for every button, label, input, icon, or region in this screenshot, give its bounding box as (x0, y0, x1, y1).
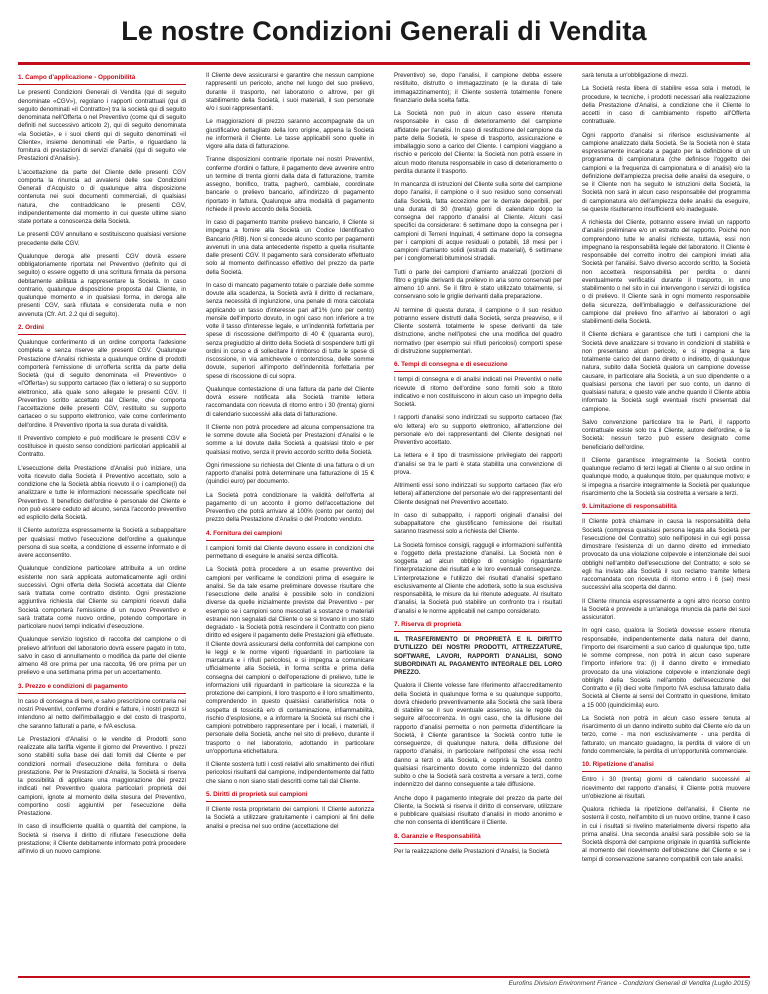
paragraph: In caso di subappalto, i rapporti originali d'analisi del subappaltatore che giustificano l'emissione dei risultati saranno trasmessi solo a richiesta del Cliente. (394, 511, 562, 536)
paragraph: Tutti o parte dei campioni d'amianto analizzati (porzioni di filtro e griglie derivanti da prelievo in aria sono conservati per almeno 10 anni. Se il filtro è stato utilizzato totalmente, si conservano solo le griglie derivanti dalla preparazione. (394, 268, 562, 301)
paragraph: Altrimenti essi sono indirizzati su supporto cartaceo (fax e/o lettera) all'attenzione del personale e/o dei rappresentanti del Cliente designati nel Preventivo accettato. (394, 482, 562, 506)
paragraph: Ogni rapporto d'analisi si riferisce esclusivamente al campione analizzato dalla Società. Se la Società non è stata espressamente incaricata a pagato per la definizione di un programma di campionatura (che definisce l'oggetto dei campioni e la frequenza di campionatura e di analisi) e/o la definizione dell'ampiezza precisa delle analisi da eseguire, o se il Cliente non ha seguito le istruzioni della Società, la Società non sarà in alcun caso responsabile del programma di campionatura e/o dell'ampiezza delle analisi da eseguire, se queste risulteranno insufficienti e/o inadeguate. (582, 131, 750, 213)
paragraph: Il Cliente sosterrà tutti i costi relativi allo smaltimento dei rifiuti pericolosi risultanti dal campione, indipendentemente dal fatto che siano o non siano stati descritti come tali dal Cliente. (206, 761, 374, 785)
paragraph: In caso di pagamento tramite prelievo bancario, il Cliente si impegna a fornire alla Società un Codice Identificativo Bancario (RIB). Non si concede alcuno sconto per pagamenti avvenuti in una data antecedente rispetto a quella risultante dalle presenti CGV. Il pagamento sarà considerato effettuato solo al momento dell'incasso effettivo del prezzo da parte della Società. (206, 219, 374, 276)
paragraph: Il Cliente non potrà procedere ad alcuna compensazione tra le somme dovute alla Società per Prestazioni d'Analisi e le somme a lui dovute dalla Società a qualsiasi titolo e per qualsiasi motivo, senza il previo accordo scritto della Società. (206, 423, 374, 456)
paragraph: Il Cliente garantisce integralmente la Società contro qualunque reclamo di terzi legati al Cliente o al suo ordine in qualunque modo, a qualunque titolo, per qualunque motivo; e si impegna a risarcire integralmente la Società per qualunque risarcimento che la Società sia costretta a versare a terzi. (582, 456, 750, 497)
column-1 (18, 72, 186, 972)
paragraph: Le presenti CGV annullano e sostituiscono qualsiasi versione precedente delle CGV. (18, 231, 186, 247)
paragraph: Il Cliente resta proprietario dei campioni. Il Cliente autorizza la Società a utilizzare gratuitamente i campioni ai fini delle analisi e precisa nel suo ordine (accettazione del (206, 806, 374, 830)
paragraph: IL TRASFERIMENTO DI PROPRIETÀ E IL DIRITTO D'UTILIZZO DEI NOSTRI PRODOTTI, ATTREZZATURE, SOFTWARE, LAVORI, RAPPORTI D'ANALISI, SONO SUBORDINATI AL PAGAMENTO INTEGRALE DEL LORO PREZZO. (394, 636, 562, 676)
paragraph: Il Cliente autorizza espressamente la Società a subappaltare per qualsiasi motivo l'esecuzione dell'ordine a qualunque persona di sua scelta, a condizione di esserne informato e di avere acconsentito. (18, 527, 186, 559)
paragraph: Per la realizzazione delle Prestazioni d'Analisi, la Società (394, 847, 550, 855)
section-heading: 7. Riserva di proprietà (394, 621, 562, 632)
section-heading: 9. Limitazione di responsabilità (582, 503, 750, 514)
paragraph: Salvo convenzione particolare tra le Parti, il rapporto contrattuale esiste solo tra il Cliente, autore dell'ordine, e la Società: nessun terzo può essere designato come beneficiario dell'ordine. (582, 418, 750, 451)
section-heading: 3. Prezzo e condizioni di pagamento (18, 683, 186, 694)
paragraph: La Società potrà condizionare la validità dell'offerta al pagamento di un acconto il giorno dell'accettazione del Preventivo che potrà arrivare al 100% (cento per cento) del prezzo della Prestazione d'Analisi o del Prodotto venduto. (206, 491, 374, 524)
paragraph: Qualunque condizione particolare attribuita a un ordine esistente non sarà applicata automaticamente agli ordini successivi. Ogni offerta della Società accettata dal Cliente sarà trattata come contratto distinto. Ogni prestazione aggiuntiva richiesta dal Cliente su campioni ricevuti dalla Società comporterà l'emissione di un nuovo Preventivo e sarà trattata come nuovo ordine, potendo comportare in particolare nuovi tempi indicativi d'esecuzione. (18, 565, 186, 630)
footer-text: Eurofins Division Environment France - Condizioni Generali di Vendita (Luglio 2015) (508, 980, 750, 987)
paragraph: In ogni caso, qualora la Società dovesse essere ritenuta responsabile, indipendentemente dalla natura del danno, l'importo dei risarcimenti a suo carico di qualunque tipo, tutte le somme comprese, non potrà in alcun caso superare l'importo inferiore tra: (i) il danno diretto e immediato provocato da una violazione colpevole e intenzionale degli obblighi della Società nell'ambito dell'esecuzione del Contratto e (ii) dieci volte l'importo IVA esclusa fatturato dalla Società al Cliente ai sensi del Contratto in questione, limitato a 15 000 (quindicimila) euro. (582, 627, 750, 709)
paragraph: In mancanza di istruzioni del Cliente sulla sorte del campione dopo l'analisi, il campione o il suo residuo sono conservati dalla Società, fatta eccezione per le derrate deperibili, per una durata di 30 (trenta) giorni di calendario dopo la consegna del rapporto d'analisi al Cliente. Alcuni casi specifici da considerare: 6 settimane dopo la consegna per i campioni di Terreni Inquinati, 4 settimane dopo la consegna per i campioni di acque residuali o potabili, 18 mesi per i campioni d'amianto solidi (estratti da materiali), 6 settimane per i conglomerati bituminosi stradali. (394, 181, 562, 263)
paragraph: Qualunque conferimento di un ordine comporta l'adesione completa e senza riserve alle presenti CGV. Qualunque Prestazione d'Analisi richiesta a qualunque ordine di prodotti comporterà l'emissione di un'offerta scritta da parte della Società (qui di seguito denominata «il Preventivo» o «l'Offerta») su supporto cartaceo (fax o lettera) o su supporto elettronico, alla quale sono allegate le presenti CGV. Il Preventivo scritto accettato dal Cliente, che comporta l'accettazione delle presenti CGV, restituito su supporto cartaceo o su supporto elettronico, vale come conferimento dell'ordine. Il Preventivo riporta la sua durata di validità. (18, 339, 186, 429)
footer-rule (18, 976, 750, 978)
paragraph: Il Cliente deve assicurarsi e garantire che nessun campione rappresenti un pericolo, anche nel luogo del suo prelievo, durante il trasporto, nel laboratorio o altrove, per gli stabilimento della Società, i suoi materiali, il suo personale e/o i suoi rappresentanti. (206, 72, 374, 112)
paragraph: Il Preventivo completo e può modificare le presenti CGV e costituisce in questo senso condizioni particolari applicabili al Contratto. (18, 434, 186, 459)
paragraph: Le Prestazioni d'Analisi o le vendite di Prodotti sono realizzate alla tariffa vigente il giorno del Preventivo. I prezzi sono stabiliti sulla base dei dati forniti dal Cliente e per condizioni normali d'esecuzione della fornitura o della prestazione. Per le Prestazioni d'Analisi, la Società si riserva la possibilità di applicare una maggiorazione dei prezzi indicati nel Preventivo qualora particolari proprietà dei campioni, ignote al momento della stesura del Preventivo, comportino costi aggiuntivi per l'esecuzione della Prestazione. (18, 735, 186, 817)
paragraph: Qualora richieda la ripetizione dell'analisi, il Cliente ne sosterrà il costo, nell'ambito di un nuovo ordine, tranne il caso in cui i risultati si rivelino materialmente diversi rispetto alla prima analisi. Una seconda analisi sarà possibile solo se la Società disporrà del campione originale in quantità sufficiente al momento del ricevimento dell'obiezione del Cliente e se i tempi di conservazione saranno compatibili con tale analisi. (582, 806, 750, 863)
paragraph: Ogni rimessione su richiesta del Cliente di una fattura o di un rapporto d'analisi potrà determinare una fatturazione di 15 € (quindici euro) per documento. (206, 461, 374, 486)
paragraph: La lettera e il tipo di trasmissione privilegiato dei rapporti d'analisi se tra le parti è stata stabilita una convenzione di prova. (394, 452, 562, 476)
paragraph: sarà tenuta a un'obbligazione di mezzi. (582, 72, 688, 79)
section-heading: 6. Tempi di consegna e di esecuzione (394, 361, 562, 372)
paragraph: Il Cliente potrà chiamare in causa la responsabilità della Società (compresa qualsiasi persona legata alla Società per l'esecuzione del Contratto) solo nell'ipotesi in cui egli possa dimostrare l'esistenza di un danno diretto ed immediato provocato da una violazione colpevole e intenzionale dei suoi obblighi nell'ambito dell'esecuzione del Contratto; e solo se egli ha inviato alla Società il suo reclamo tramite lettera raccomandata con ricevuta di ritorno entro i 6 (sei) mesi successivi alla scoperta del danno. (582, 518, 750, 592)
column-4 (582, 72, 750, 972)
column-3 (394, 72, 562, 972)
paragraph: La Società non può in alcun caso essere ritenuta responsabile in caso di deterioramento del campione affidatole per l'analisi. In caso di restituzione del campione da parte della Società, le spese di trasporto, assicurazione e imballaggio sono a carico del Cliente. I campioni viaggiano a rischio e pericolo del Cliente: la Società non potrà essere in alcun modo ritenuta responsabile in caso di deterioramento o perdita durante il trasporto. (394, 110, 562, 175)
paragraph: In caso di mancato pagamento totale o parziale delle somme dovute alla scadenza, la Società avrà il diritto di reclamare, senza necessità di ingiunzione, una penale di mora calcolata applicando un tasso d'interesse pari all'1% (uno per cento) mensile dell'importo dovuto, in ogni caso non inferiore a tre volte il tasso d'interesse legale, e un'indennità forfettaria per spese di riscossione dell'importo di 40 € (quaranta euro), senza pregiudizio al diritto della Società di sospendere tutti gli ordini in corso e di sollecitare il rimborso di tutte le spese di riscossione, in via amichevole o contenziosa, delle somme dovute, superiori all'importo dell'indennità forfettaria per spese di riscossione di cui sopra. (206, 281, 374, 380)
paragraph: A richiesta del Cliente, potranno essere inviati un rapporto d'analisi preliminare e/o un estratto del rapporto. Poiché non comprendono tutte le analisi richieste, tuttavia, essi non impegnano la responsabilità legale del laboratorio. Il Cliente è responsabile del corretto inoltro dei campioni inviati alla Società per l'analisi. Salvo diverso accordo scritto, la Società non accetterà responsabilità per perdita o danni eventualmente verificatisi durante il trasporto, in uno stabilimento o nel sito in cui intervengono i servizi di logistica o di prelievo. Il Cliente sarà in ogni momento responsabile della sicurezza, dell'imballaggio e dell'assicurazione del campione dal prelievo fino all'arrivo ai laboratori o agli stabilimenti della Società. (582, 219, 750, 325)
paragraph: L'accettazione da parte del Cliente delle presenti CGV comporta la rinuncia ad avvalersi delle sue Condizioni Generali d'Acquisto o di qualunque altra disposizione contenuta nei suoi documenti commerciali, di qualsiasi natura, che contraddicano le presenti CGV, indipendentemente dal momento in cui queste ultime siano state portate a conoscenza della Società. (18, 168, 186, 225)
title-rule (18, 62, 750, 65)
paragraph: Le maggiorazioni di prezzo saranno accompagnate da un giustificativo dettagliato della loro origine, appena la Società ne informerà il Cliente. Le tasse applicabili sono quelle in vigore alla data di fatturazione. (206, 118, 374, 150)
page-title: Le nostre Condizioni Generali di Vendita (121, 16, 647, 46)
paragraph: I campioni forniti dal Cliente devono essere in condizioni che permettano di eseguire le analisi senza difficoltà. (206, 544, 374, 560)
section-heading: 4. Fornitura dei campioni (206, 530, 374, 541)
paragraph: Entro i 30 (trenta) giorni di calendario successivi al ricevimento del rapporto d'analisi, il Cliente potrà muovere un'obiezione ai risultati. (582, 776, 750, 800)
paragraph: La Società non potrà in alcun caso essere tenuta al risarcimento di un danno indiretto subito dal Cliente e/o da un terzo, come - ma non esclusivamente - una perdita di fatturato, un mancato guadagno, la perdita di valore di un fondo commerciale, la perdita di un'opportunità commerciale. (582, 714, 750, 755)
paragraph: Al termine di questa durata, il campione o il suo residuo potranno essere distrutti dalla Società, senza preavviso, e il Cliente sosterrà totalmente le spese derivanti da tale distruzione, anche nell'ipotesi che una modifica del quadro normativo (per esempio sui rifiuti pericolosi) comporti spese di distruzione supplementari. (394, 306, 562, 355)
section-heading: 5. Diritti di proprietà sui campioni (206, 791, 374, 802)
paragraph: La Società potrà procedere a un esame preventivo dei campioni per verificarne le condizioni prima di eseguire le analisi. Se da tale esame preliminare dovesse risultare che l'esecuzione delle analisi è possibile solo in condizioni diverse da quelle inizialmente previste dal Preventivo - per esempio se i campioni sono mescolati a sostanze o materiali estranei non segnalati dal Cliente o se si trovano in uno stato degradato - la Società potrà rescindere il Contratto con pieno diritto ed esigere il pagamento delle Prestazioni già effettuate. Il Cliente dovrà assicurarsi della conformità del campione con le leggi e le norme vigenti riguardanti in particolare la marcatura e i rifiuti pericolosi, e si impegna a comunicare ufficialmente alla Società, in forma scritta e prima della consegna dei campioni o dell'operazione di prelievo, tutte le informazioni utili riguardanti in particolare la sicurezza e la protezione dei campioni, il loro trasporto e il loro smaltimento, comprendendo in questo qualsiasi caratteristica nota o sospetta di tossicità e/o di contaminazione, infiammabilità, rischio d'esplosione, e a informare la Società sui rischi che i campioni potrebbero rappresentare per i locali, i materiali, il personale della Società, anche nel sito di prelievo, durante il trasporto o nel laboratorio, adottando in particolare un'opportuna etichettatura. (206, 566, 374, 755)
paragraph: Tranne disposizioni contrarie riportate nei nostri Preventivi, conferme d'ordini o fatture, il pagamento deve avvenire entro un termine di trenta giorni dalla data di fatturazione, tramite assegno, bonifico, tratta, pagherò, cambiale, coordinate bancarie o prelievo bancario, all'indirizzo di pagamento riportato in fattura. Qualunque altra modalità di pagamento richiede il previo accordo della Società. (206, 156, 374, 213)
paragraph: In caso di insufficiente qualità o quantità del campione, la Società si riserva il diritto di rifiutare l'esecuzione della prestazione; il Cliente debitamente informato potrà procedere all'invio di un nuovo campione. (18, 823, 186, 855)
paragraph: La Società resta libera di stabilire essa sola i metodi, le procedure, le tecniche, i prodotti necessari alla realizzazione della Prestazione d'Analisi, a condizione che il Cliente lo accetti in caso di cambiamento rispetto all'Offerta contrattuale. (582, 85, 750, 126)
paragraph: In caso di consegna di beni, e salvo prescrizione contraria nei nostri Preventivi, conferme d'ordini e fatture, i nostri prezzi si intendono al netto dell'imballaggio e del costo di trasporto, che saranno fatturati a parte, e IVA esclusa. (18, 697, 186, 730)
paragraph: La Società fornisce consigli, raggugli e informazioni sull'entità e l'oggetto della prestazione d'analisi. La Società non è soggetta ad alcun obbligo di consiglio riguardante l'interpretazione dei risultati e le loro eventuali conseguenze. L'interpretazione e l'utilizzo dei risultati d'analisi spettano esclusivamente al Cliente che adotterà, sotto la sua esclusiva responsabilità, le misure da lui ritenute adeguate. Al risultato d'analisi, la Società può stabilire un confronto tra i risultati d'analisi e le norme applicabili nel campo considerato. (394, 541, 562, 615)
paragraph: L'esecuzione della Prestazione d'Analisi può iniziare, una volta ricevuto dalla Società il Preventivo accettato, solo a condizione che la Società abbia ricevuto il o i campione(i) da analizzare e tutte le informazioni necessarie specificate nel Preventivo. Il beneficio dell'ordine è personale del Cliente e non può essere ceduto ad alcuno, senza l'accordo preventivo ed esplicito della Società. (18, 464, 186, 521)
paragraph: Qualunque deroga alle presenti CGV dovrà essere obbligatoriamente riportata nel Preventivo (definito qui di seguito) o essere oggetto di una scrittura firmata da persona debitamente abilitata a rappresentare la Società. In caso contrario, qualunque disposizione proposta dal Cliente, in qualunque momento e in qualsiasi forma, in deroga alle presenti CGV, sarà rifiutata e considerata nulla e non avvenuta (Cfr. Art. 2.2 qui di seguito). (18, 252, 186, 318)
paragraph: Anche dopo il pagamento integrale del prezzo da parte del Cliente, la Società si riserva il diritto di conservare, utilizzare e pubblicare qualsiasi risultato d'analisi in modo anonimo e che non consenta di identificare il Cliente. (394, 794, 562, 827)
paragraph: Le presenti Condizioni Generali di Vendita (qui di seguito denominate «CGV»), regolano i rapporti contrattuali (qui di seguito denominati «il Contratto») tra la società qui di seguito denominata nell'Offerta o nel Preventivo (come qui di seguito definiti nel successivo articolo 2), qui di seguito denominata «la Società», e i suoi clienti qui di seguito denominati «il Cliente», insieme denominati «le Parti», e riguardano la fornitura di prestazioni di servizi d'analisi (qui di seguito «le Prestazioni d'Analisi»). (18, 89, 186, 163)
section-heading: 8. Garanzie e Responsabilità (394, 833, 562, 844)
paragraph: Il Cliente dichiara e garantisce che tutti i campioni che la Società deve analizzare si trovano in condizioni di stabilità e non presentano alcun pericolo, e si impegna a fare totalmente carico del danno diretto o indiretto, di qualunque natura, subito dalla Società qualora un campione dovesse causare, in particolare alla Società, a un suo dipendente o a qualsiasi persona che lavori per suo conto, un danno di qualsiasi natura; e questo vale anche quando il Cliente abbia informato la Società sugli eventuali rischi presentati dal campione. (582, 331, 750, 413)
paragraph: Qualora il Cliente volesse fare riferimento all'accreditamento della Società in qualunque forma e su qualunque supporto, dovrà chiederlo preventivamente alla Società che sarà libera di stabilire se il suo eventuale assenso, sia le regole da seguire all'occorrenza. In ogni caso, che la diffusione del rapporto d'analisi permetta o non permetta d'identificare la Società, il Cliente garantisce la Società contro tutte le conseguenze, di qualunque natura, della diffusione del rapporto d'analisi, in particolare nell'ipotesi che essa rechi danno a terzi o alla Società, e coprirà la Società contro qualsiasi risarcimento dovuto come indennizzo del danno subito o che la Società sarà costretta a versare a terzi, come indennizzo del danno conseguente a tale diffusione. (394, 682, 562, 789)
section-heading: 10. Ripetizione d'analisi (582, 761, 750, 772)
paragraph: I rapporti d'analisi sono indirizzati su supporto cartaceo (fax e/o lettera) e/o su supporto elettronico, all'attenzione del personale e/o dei rappresentanti del Cliente designati nel Preventivo accettato. (394, 414, 562, 446)
paragraph: I tempi di consegna e di analisi indicati nei Preventivi o nelle ricevute di ritorno dell'ordine sono forniti solo a titolo indicativo e non costituiscono in alcun caso un impegno della Società. (394, 376, 562, 408)
paragraph: Il Cliente rinuncia espressamente a ogni altro ricorso contro la Società e provvede a un'analoga rinuncia da parte dei suoi assicuratori. (582, 597, 750, 621)
paragraph: Qualunque servizio logistico di raccolta del campione o di prelievo all'infuori del laboratorio dovrà essere pagato in toto, salvo in caso di annullamento o modifica da parte del cliente almeno 48 ore prima per una raccolta, 96 ore prima per un prelievo e una settimana prima per un accertamento. (18, 636, 186, 677)
paragraph: Preventivo) se, dopo l'analisi, il campione debba essere restituito, distrutto o immagazzinato (e la durata di tale immagazzinamento); il Cliente sosterrà totalmente l'onere finanziario della scelta fatta. (394, 72, 562, 104)
section-heading: 2. Ordini (18, 324, 186, 335)
section-heading: 1. Campo d'applicazione - Opponibilità (18, 74, 186, 85)
column-2 (206, 72, 374, 972)
paragraph: Qualunque contestazione di una fattura da parte del Cliente dovrà essere notificata alla Società tramite lettera raccomandata con ricevuta di ritorno entro i 30 (trenta) giorni di calendario successivi alla data di fatturazione. (206, 385, 374, 418)
